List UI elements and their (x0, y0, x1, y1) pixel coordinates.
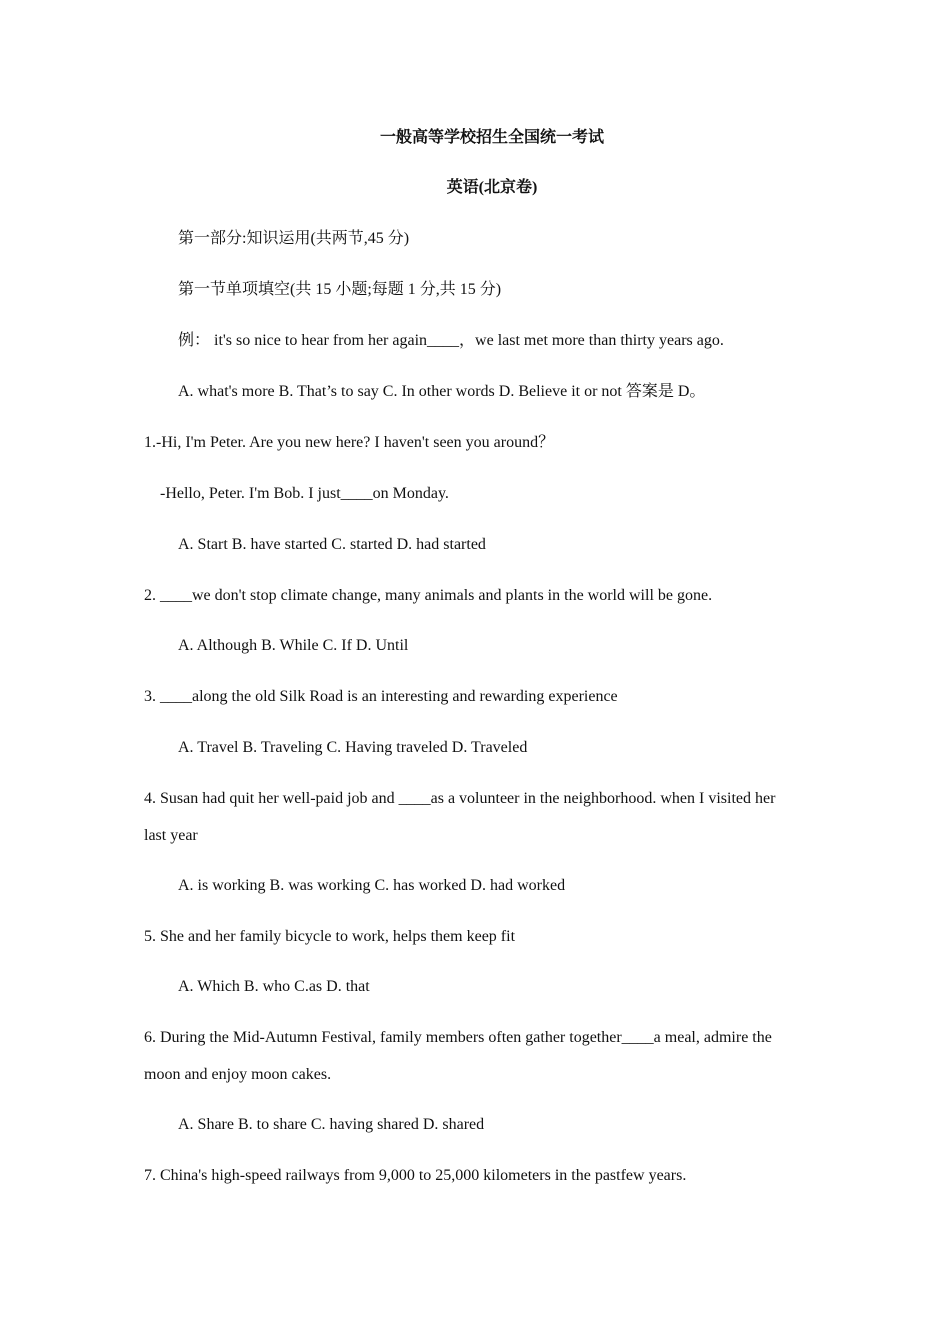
section-heading: 第一节单项填空(共 15 小题;每题 1 分,共 15 分) (178, 281, 502, 298)
example-stem: 例： it's so nice to hear from her again____，we last met more than thirty years ago. (178, 332, 724, 349)
question-4-stem-line2: last year (144, 827, 198, 844)
exam-subtitle: 英语(北京卷) (446, 179, 538, 196)
question-5-options: A. Which B. who C.as D. that (178, 978, 370, 995)
question-4-options: A. is working B. was working C. has worked D. had worked (178, 877, 566, 894)
exam-title: 一般高等学校招生全国统一考试 (379, 129, 604, 146)
question-6-options: A. Share B. to share C. having shared D. shared (178, 1116, 485, 1133)
question-3-stem: 3. ____along the old Silk Road is an interesting and rewarding experience (144, 688, 618, 705)
question-4-stem-line1: 4. Susan had quit her well-paid job and ____as a volunteer in the neighborhood. when I visited her (144, 790, 776, 807)
question-1-stem-line1: 1.-Hi, I'm Peter. Are you new here? I haven't seen you around？ (144, 434, 555, 451)
question-5-stem: 5. She and her family bicycle to work, helps them keep fit (144, 928, 516, 945)
question-6-stem-line1: 6. During the Mid-Autumn Festival, family members often gather together____a meal, admire the (144, 1029, 772, 1046)
question-3-options: A. Travel B. Traveling C. Having traveled D. Traveled (178, 739, 528, 756)
question-2-options: A. Although B. While C. If D. Until (178, 637, 409, 654)
question-2-stem: 2. ____we don't stop climate change, many animals and plants in the world will be gone. (144, 587, 713, 604)
question-1-options: A. Start B. have started C. started D. had started (178, 536, 486, 553)
question-7-stem: 7. China's high-speed railways from 9,000 to 25,000 kilometers in the pastfew years. (144, 1167, 687, 1184)
part-heading: 第一部分:知识运用(共两节,45 分) (178, 230, 410, 247)
question-1-stem-line2: -Hello, Peter. I'm Bob. I just____on Monday. (160, 485, 449, 502)
example-options: A. what's more B. That’s to say C. In other words D. Believe it or not 答案是 D。 (178, 383, 706, 400)
question-6-stem-line2: moon and enjoy moon cakes. (144, 1066, 332, 1083)
